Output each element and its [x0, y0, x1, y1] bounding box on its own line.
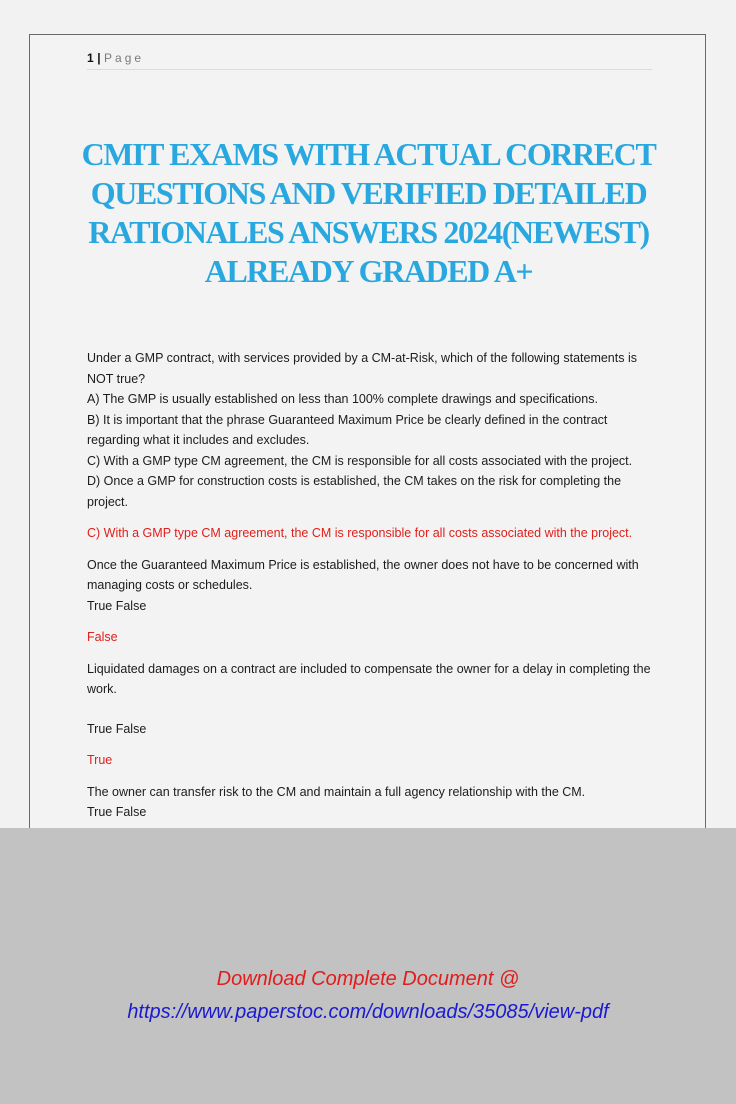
true-false-options: True False [87, 721, 147, 736]
page-number: 1 [87, 51, 95, 65]
option-b: B) It is important that the phrase Guaranteed Maximum Price be clearly defined in the contract regarding what it includes and excludes. [87, 412, 608, 447]
page-word: Page [104, 51, 145, 65]
download-label: Download Complete Document @ [216, 968, 520, 990]
true-false-options: True False [87, 598, 147, 613]
option-c: C) With a GMP type CM agreement, the CM is responsible for all costs associated with the project. [87, 453, 633, 468]
option-a: A) The GMP is usually established on less than 100% complete drawings and specifications. [87, 392, 598, 406]
option-d: D) Once a GMP for construction costs is established, the CM takes on the risk for completing the project. [87, 474, 622, 509]
question-text: Liquidated damages on a contract are included to compensate the owner for a delay in completing the work. [87, 661, 651, 696]
answer-text: C) With a GMP type CM agreement, the CM is responsible for all costs associated with the project. [87, 526, 633, 540]
question-text: The owner can transfer risk to the CM and maintain a full agency relationship with the CM. [87, 784, 586, 799]
question-text: Under a GMP contract, with services provided by a CM-at-Risk, which of the following statements is NOT true? [87, 351, 637, 386]
page-separator: | [97, 51, 102, 65]
document-page [29, 34, 706, 854]
page-header [87, 51, 652, 70]
true-false-options: True False [87, 805, 147, 819]
question-text: Once the Guaranteed Maximum Price is established, the owner does not have to be concerned with managing costs or schedules. [87, 557, 639, 592]
document-title: CMIT EXAMS WITH ACTUAL CORRECT QUESTIONS AND VERIFIED DETAILED RATIONALES ANSWERS 2024(NEWEST) ALREADY GRADED A+ [81, 136, 656, 289]
answer-text: False [87, 630, 118, 644]
document-content [87, 348, 662, 854]
download-banner [0, 828, 736, 1104]
download-link[interactable]: https://www.paperstoc.com/downloads/35085/view-pdf [127, 1001, 609, 1023]
answer-text: True [87, 753, 113, 767]
